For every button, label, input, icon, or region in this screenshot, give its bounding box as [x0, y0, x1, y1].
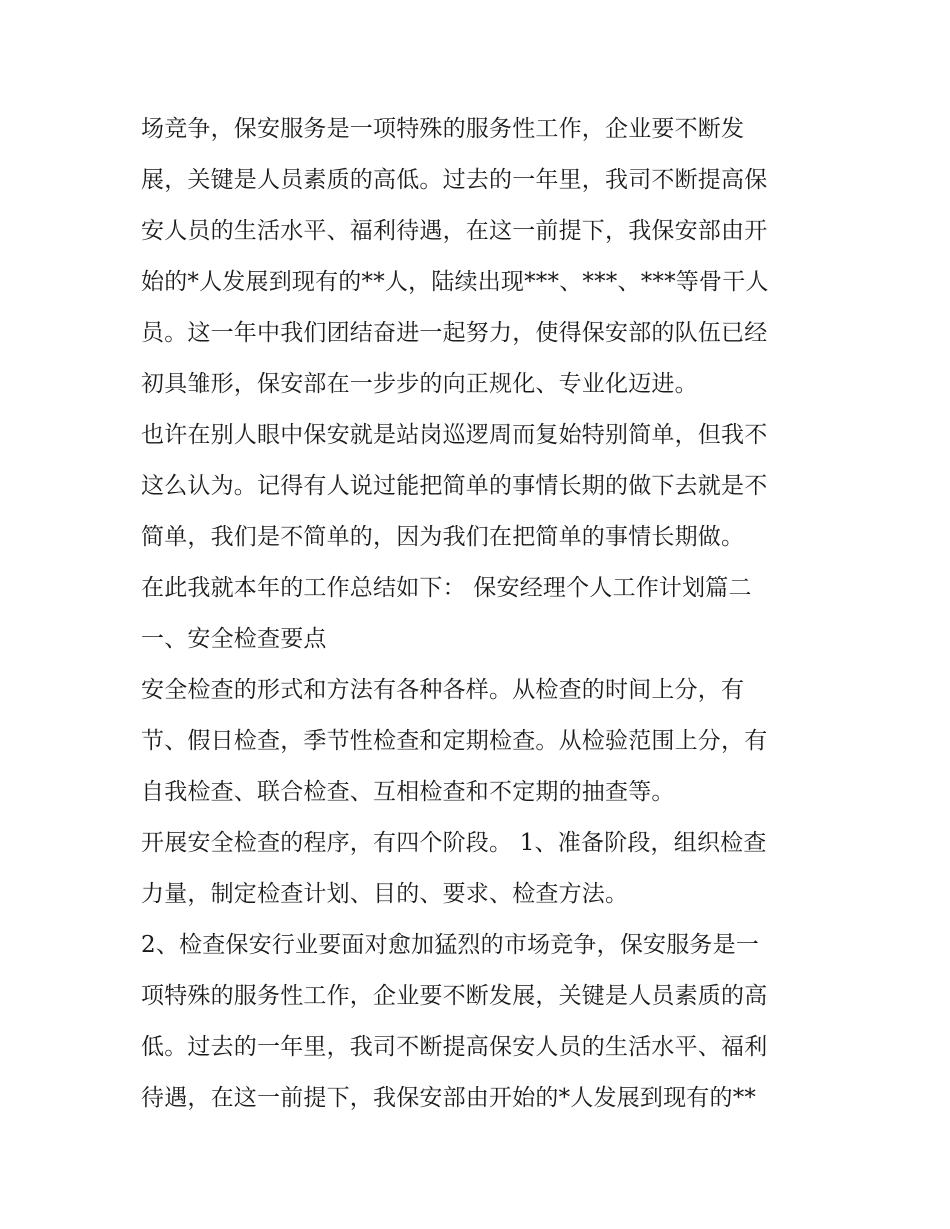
- text-line: 始的*人发展到现有的**人，陆续出现***、***、***等骨干人: [141, 269, 769, 295]
- text-line: 自我检查、联合检查、互相检查和不定期的抽查等。: [141, 779, 675, 805]
- text-line: 项特殊的服务性工作，企业要不断发展，关键是人员素质的高: [141, 983, 768, 1009]
- text-line: 安全检查的形式和方法有各种各样。从检查的时间上分，有: [141, 677, 745, 703]
- text-line: 低。过去的一年里，我司不断提高保安人员的生活水平、福利: [141, 1034, 768, 1060]
- text-line: 待遇，在这一前提下，我保安部由开始的*人发展到现有的**: [141, 1085, 757, 1111]
- text-line: 节、假日检查，季节性检查和定期检查。从检验范围上分，有: [141, 728, 768, 754]
- document-body: [141, 104, 821, 1124]
- text-line: 这么认为。记得有人说过能把简单的事情长期的做下去就是不: [141, 473, 768, 499]
- text-line: 员。这一年中我们团结奋进一起努力，使得保安部的队伍已经: [141, 320, 768, 346]
- text-line: 力量，制定检查计划、目的、要求、检查方法。: [141, 881, 629, 907]
- text-line: 初具雏形，保安部在一步步的向正规化、专业化迈进。: [141, 371, 698, 397]
- text-line: 展，关键是人员素质的高低。过去的一年里，我司不断提高保: [141, 167, 768, 193]
- text-line: 在此我就本年的工作总结如下： 保安经理个人工作计划篇二: [141, 575, 752, 601]
- text-line: 也许在别人眼中保安就是站岗巡逻周而复始特别简单，但我不: [141, 422, 768, 448]
- text-line: 场竞争，保安服务是一项特殊的服务性工作，企业要不断发: [141, 116, 745, 142]
- text-line: 安人员的生活水平、福利待遇，在这一前提下，我保安部由开: [141, 218, 768, 244]
- text-line: 开展安全检查的程序，有四个阶段。 1、准备阶段，组织检查: [141, 830, 767, 856]
- section-heading: 一、安全检查要点: [141, 626, 327, 652]
- text-line: 简单，我们是不简单的，因为我们在把简单的事情长期做。: [141, 524, 745, 550]
- text-line: 2、检查保安行业要面对愈加猛烈的市场竞争，保安服务是一: [141, 932, 760, 958]
